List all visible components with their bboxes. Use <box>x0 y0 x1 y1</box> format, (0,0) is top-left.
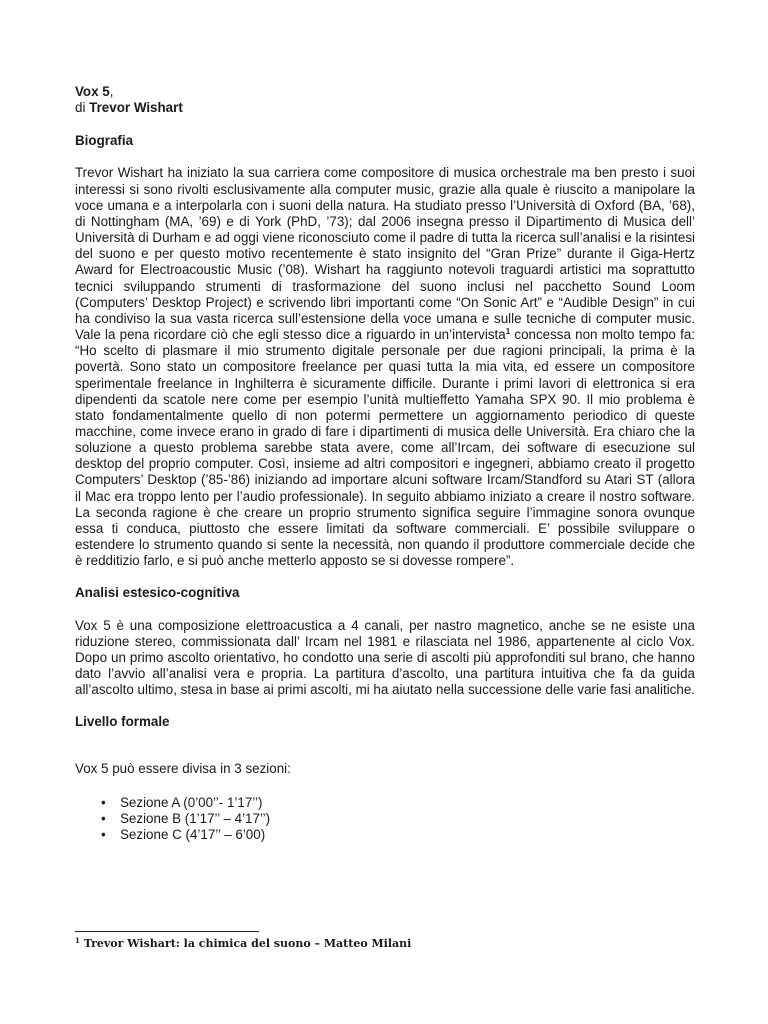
biografia-paragraph <box>75 165 695 569</box>
footnote <box>75 937 411 951</box>
bullet-icon: • <box>101 826 106 842</box>
biografia-text-part-1: Trevor Wishart ha iniziato la sua carriera come compositore di musica orchestrale ma ben presto i suoi interessi si sono rivolti esclusivamente alla computer music, grazie alla quale è riuscito a manipolare la voce umana e a interpolarla con i suoni della natura. Ha studiato presso l’Università di Oxford (BA, ’68), di Nottingham (MA, ’69) e di York (PhD, ’73); dal 2006 insegna presso il Dipartimento di Musica dell’ Università di Durham e ad oggi viene riconosciuto come il padre di tutta la ricerca sull’analisi e la risintesi del suono e per questo motivo recentemente è stato insignito del “Gran Prize” durante il Giga-Hertz Award for Electroacoustic Music (’08). Wishart ha raggiunto notevoli traguardi artistici ma soprattutto tecnici sviluppando strumenti di trasformazione del suono inclusi nel pacchetto Sound Loom (Computers’ Desktop Project) e scrivendo libri importanti come “On Sonic Art” e “Audible Design” in cui ha condiviso la sua vasta ricerca sull’estensione della voce umana e sulle tecniche di computer music. Vale la pena ricordare ciò che egli stesso dice a riguardo in un’intervista <box>75 165 695 343</box>
livello-intro: Vox 5 può essere divisa in 3 sezioni: <box>75 761 291 777</box>
biografia-text-part-2: concessa non molto tempo fa: “Ho scelto di plasmare il mio strumento digitale personale per due ragioni principali, la prima è la povertà. Sono stato un compositore freelance per quasi tutta la mia vita, ed essere un compositore sperimentale freelance in Inghilterra è sicuramente difficile. Durante i primi lavori di elettronica si era dipendenti da scatole nere come per esempio l’unità multieffetto Yamaha SPX 90. Il mio problema è stato fondamentalmente quello di non potermi permettere un aggiornamento periodico di queste macchine, come invece erano in grado di fare i dipartimenti di musica delle Università. Era chiaro che la soluzione a questo problema sarebbe stata avere, come all’Ircam, dei software di esecuzione sul desktop del proprio computer. Così, insieme ad altri compositori e ingegneri, abbiamo creato il progetto Computers’ Desktop (’85-’86) iniziando ad importare alcuni software Ircam/Standford su Atari ST (allora il Mac era troppo lento per l’audio professionale). In seguito abbiamo iniziato a creare il nostro software. La seconda ragione è che creare un proprio strumento significa seguire l’immagine sonora ovunque essa ti conduca, piuttosto che essere limitati da software commerciali. E’ possibile sviluppare o estendere lo strumento quando si sente la necessità, non quando il produttore commerciale decide che è redditizio farlo, e si può anche metterlo apposto se si dovesse rompere”. <box>75 327 695 569</box>
document-title <box>75 84 695 100</box>
footnote-divider <box>75 931 259 932</box>
section-label: Sezione C (4’17’’ – 6’00) <box>120 826 266 842</box>
bullet-icon: • <box>101 794 106 810</box>
section-label: Sezione A (0’00’’- 1’17’’) <box>120 794 263 810</box>
analisi-paragraph: Vox 5 è una composizione elettroacustica a 4 canali, per nastro magnetico, anche se ne esiste una riduzione stereo, commissionata dall’ Ircam nel 1981 e rilasciata nel 1986, appartenente al ciclo Vox. Dopo un primo ascolto orientativo, ho condotto una serie di ascolti più approfonditi sul brano, che hanno dato l’avvio all’analisi vera e propria. La partitura d’ascolto, una partitura intuitiva che fa da guida all’ascolto ultimo, stesa in base ai primi ascolti, mi ha aiutato nella successione delle varie fasi analitiche. <box>75 617 695 698</box>
section-label: Sezione B (1’17’’ – 4’17’’) <box>120 810 271 826</box>
heading-analisi: Analisi estesico-cognitiva <box>75 585 240 601</box>
footnote-marker: 1 <box>75 936 80 945</box>
list-item <box>101 826 695 843</box>
list-item <box>101 794 695 811</box>
title-comma: , <box>109 84 114 99</box>
work-title: Vox 5 <box>75 84 110 99</box>
bullet-icon: • <box>101 810 106 826</box>
author-line <box>75 100 695 116</box>
footnote-reference[interactable]: 1 <box>505 327 511 337</box>
heading-biografia: Biografia <box>75 133 134 149</box>
footnote-text: Trevor Wishart: la chimica del suono – Matteo Milani <box>79 937 412 950</box>
document-body <box>75 84 695 843</box>
author-name: Trevor Wishart <box>89 100 183 116</box>
list-item <box>101 810 695 827</box>
sections-list <box>75 795 695 843</box>
author-prefix: di <box>75 100 90 116</box>
heading-livello-formale: Livello formale <box>75 714 170 730</box>
